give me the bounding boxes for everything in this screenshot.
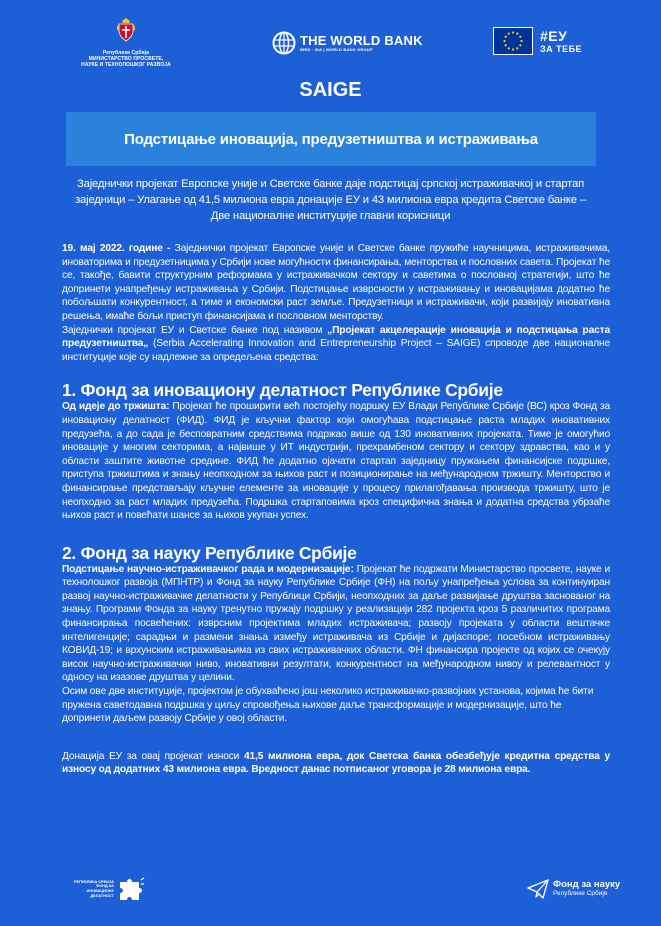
section2-lead: Подстицање научно-истраживачког рада и модернизације:: [62, 563, 354, 575]
world-bank-subtitle: IBRD · IDA | WORLD BANK GROUP: [300, 46, 373, 52]
eu-star: [512, 48, 514, 50]
section2-paragraph: [62, 563, 610, 685]
eu-star: [505, 36, 507, 38]
section1-heading: 1. Фонд за иновациону делатност Републике Србије: [62, 380, 503, 401]
fid-logo-text: РЕПУБЛИКА СРБИЈА ФОНД ЗА ИНОВАЦИОНУ ДЕЛАТНОСТ: [74, 879, 114, 898]
eu-star: [516, 47, 518, 49]
intro-date: 19. мај 2022. године -: [62, 243, 171, 254]
eu-logo: [493, 27, 582, 55]
eu-star: [516, 33, 518, 35]
subtitle: Заједнички пројекат Европске уније и Светске банке даје подстицај српској истраживачкој и стартап заједници – Улагање од 41,5 милиона евра донације ЕУ и 43 милиона евра кредита Светске банке – Две националне институције главни корисници: [75, 178, 586, 222]
eu-slogan-line1: #ЕУ: [540, 27, 568, 44]
fn-name: Фонд за науку: [553, 879, 621, 890]
serbian-coat-of-arms-icon: [116, 18, 136, 42]
fn-logo: [527, 879, 620, 899]
eu-star: [519, 44, 521, 46]
eu-star: [520, 40, 522, 42]
fn-country: Републике Србије: [553, 890, 608, 897]
section1-lead: Од идеје до тржишта:: [62, 401, 170, 413]
world-bank-name: THE WORLD BANK: [300, 32, 423, 48]
paper-plane-icon: [527, 879, 549, 899]
final-paragraph: [62, 750, 610, 777]
project-full-name: „Пројекат акцелерације иновација и подстицања раста предузетништва„: [62, 324, 610, 350]
fid-logo: [74, 876, 145, 902]
project-name: SAIGE: [299, 79, 362, 101]
eu-flag-icon: [493, 27, 533, 55]
section2-paragraph2: Осим ове две институције, пројектом је обухваћено још неколико истраживачко-развојних установа, којима ће бити пружена саветодавна подршка у циљу спровођења њихове даље трансформације и модернизације, што ће допринети даљем развоју Србије у овој области.: [62, 686, 594, 725]
banner-title: Подстицање иновација, предузетништва и истраживања: [124, 130, 538, 148]
document-body: [62, 242, 610, 777]
section2-text: Пројекат ће подржати Министарство просвете, науке и технолошког развоја (МПНТР) и Фонд за науку Републике Србије (ФН) на пољу унапређења услова за континуиран развој научно-истраживачке делатности у Републици Србији, неопходних за даље развијање друштва заснованог на знању. Програми Фонда за науку тренутно пружају подршку у реализацији 282 пројекта кроз 5 различитих програма финансирања посвећених: изврсним пројектима младих истраживача; развоју пројеката у области вештачке интелигенције; сарадњи и размени знања између истраживача из Србије и дијаспоре; посебном истраживању КОВИД-19; и врхунским истраживањима из свих истраживачких области. ФН финансира пројекте од којих се очекују висок научно-истраживачки ниво, иновативни резултати, конкурентност на међународном нивоу и релевантност у односу на изазове друштва у целини.: [62, 563, 610, 684]
world-bank-globe-icon: [272, 31, 296, 55]
eu-star: [508, 33, 510, 35]
final-bold: 41,5 милиона евра, док Светска банка обезбеђује кредитна средства у износу од додатних 43 милиона евра. Вредност данас потписаног уговора је 28 милиона евра.: [62, 750, 610, 776]
intro2-paragraph: [62, 324, 610, 365]
ministry-name: МИНИСТАРСТВО ПРОСВЕТЕ, НАУКЕ И ТЕХНОЛОШКОГ РАЗВОЈА: [81, 56, 171, 68]
title-banner: [66, 112, 596, 166]
section1-paragraph: [62, 400, 610, 522]
eu-star: [505, 44, 507, 46]
eu-slogan-line2: ЗА ТЕБЕ: [540, 43, 583, 54]
eu-star: [519, 36, 521, 38]
ministry-logo: [76, 18, 176, 68]
intro2-text2: (Serbia Accelerating Innovation and Entrepreneurship Project – SAIGE) спроводе две националне институције које су надлежне за опредељена средства:: [62, 338, 610, 363]
puzzle-piece-icon: [117, 876, 145, 902]
world-bank-logo: [272, 31, 423, 55]
ministry-country: Република Србија: [102, 50, 150, 56]
section1-text: Пројекат ће проширити већ постојећу подршку ЕУ Влади Републике Србије (ВС) кроз Фонд за иновациону делатност (ФИД). ФИД је кључни фактор који омогућава подстицање раста младих иновативних предузећа, а до сада је бесповратним средствима подржао више од 130 иновативних пројеката. Тиме је омогућио иновације у многим секторима, а највише у ИТ индустрији, прехрамбеном сектору и сектору здравства, као и у области заштите животне средине. ФИД ће додатно ојачати стартап заједницу пружањем финансијске подршке, приступа тржиштима и знању неопходном за њихов раст и позиционирање на међународном тржишту. Менторство и финансирање представљају кључне елементе за иновације у процесу прилагођавања производа тржишту, што је неопходно за раст младих предузећа. Подршка стартаповима кроз специфична знања и додатна средства убрзаће њихов раст и повећати шансе за њихов укупан успех.: [62, 401, 611, 522]
final-text1: Донација ЕУ за овај пројекат износи: [62, 750, 244, 762]
eu-star: [503, 40, 505, 42]
intro-paragraph: [62, 242, 610, 324]
eu-star: [512, 31, 514, 33]
intro-text: Заједнички пројекат Европске уније и Светске банке пружиће научницима, истраживачима, иноваторима и предузетницима у Србији нове могућности финансирања, менторства и пословних савета. Пројекат ће се, такође, бавити структурним реформама у истраживачком сектору и саветима о пословној стратегији, што ће допринети унапређењу истраживања у Србији. Подстицање изврсности у истраживању и иновацијама додатно ће побољшати конкурентност, а тиме и економски раст земље. Предузетници и истраживачи, који развијају иновативна решења, имаће бољи приступ финансијама и пословном менторству.: [62, 243, 610, 322]
section2-heading: 2. Фонд за науку Републике Србије: [62, 542, 357, 563]
eu-star: [508, 47, 510, 49]
intro2-text1: Заједнички пројекат ЕУ и Светске банке под називом: [62, 324, 328, 336]
